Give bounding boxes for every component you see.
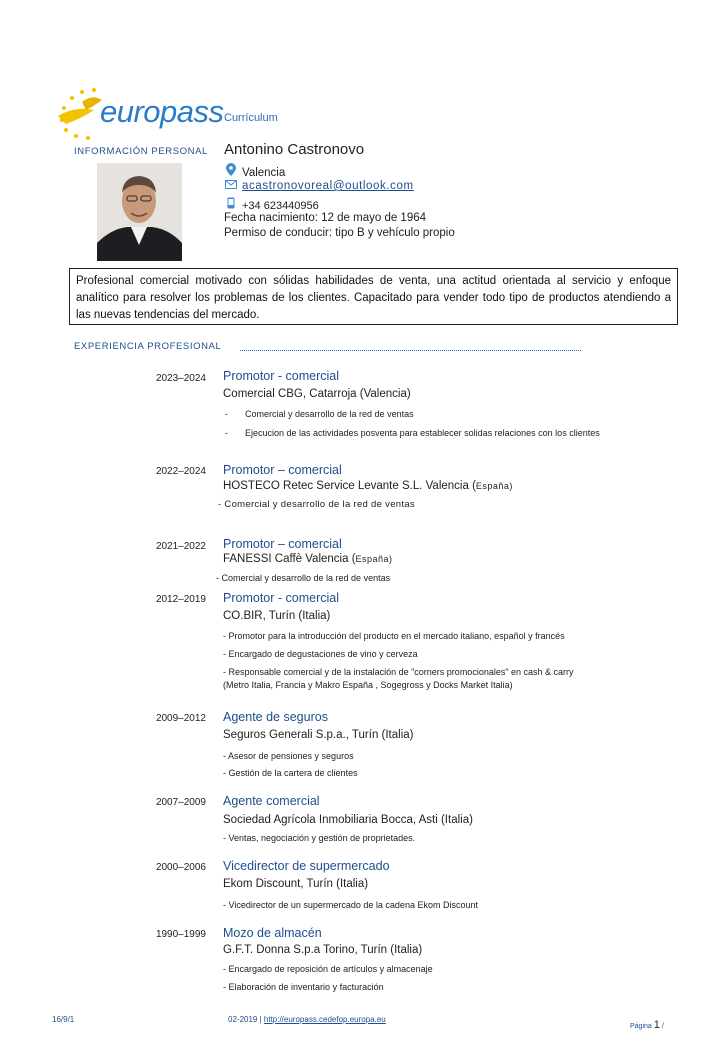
employer-country: España) [475,481,513,491]
europass-link[interactable]: http://europass.cedefop.europa.eu [263,1015,386,1024]
city-text: Valencia [242,167,286,179]
job-dates: 2009–2012 [155,713,206,724]
job-employer: Ekom Discount, Turín (Italia) [223,878,369,890]
list-bullet-marker: - [225,409,228,419]
section-label-experience: EXPERIENCIA PROFESIONAL [74,341,222,352]
europass-wordmark [100,94,224,130]
person-name: Antonino Castronovo [224,141,365,158]
phone-text: +34 623440956 [242,200,319,212]
footer-date: 16/9/1 [52,1015,75,1024]
job-title: Agente de seguros [223,710,328,724]
email-link[interactable]: acastronovoreal@outlook.com [242,180,414,192]
birth-date: Fecha nacimiento: 12 de mayo de 1964 [224,212,427,224]
employer-name: FANESSI Caffè Valencia ( [223,553,356,565]
logo-text: europass [100,94,224,129]
mail-icon [224,180,238,192]
job-dates: 2007–2009 [155,797,206,808]
job-title: Promotor – comercial [223,463,342,477]
profile-summary: Profesional comercial motivado con sólidas habilidades de venta, una actitud orientada al servicio y enfoque analítico para resolver los problemas de los clientes. Capacitado para vender todo tipo de productos atendiendo a las nuevas tendencias del mercado. [69,268,678,325]
job-employer: CO.BIR, Turín (Italia) [223,610,331,622]
job-employer: Comercial CBG, Catarroja (Valencia) [223,388,411,400]
job-bullet: - Gestión de la cartera de clientes [223,768,358,778]
list-bullet-marker: - [225,428,228,438]
job-title: Promotor – comercial [223,537,342,551]
employer-country: España) [355,554,393,564]
section-label-personal: INFORMACIÓN PERSONAL [74,146,208,157]
footer-center-prefix: 02-2019 | [228,1015,264,1024]
job-bullet: - Comercial y desarrollo de la red de ventas [218,499,415,510]
job-bullet: Ejecucion de las actividades posventa para establecer solidas relaciones con los clientes [245,428,600,438]
job-employer: Seguros Generali S.p.a., Turín (Italia) [223,729,414,741]
footer-center [228,1015,386,1024]
job-dates: 2021–2022 [155,541,206,552]
job-dates: 1990–1999 [155,929,206,940]
job-title: Agente comercial [223,794,320,808]
job-bullet: - Asesor de pensiones y seguros [223,751,354,761]
job-employer [223,480,513,492]
contact-phone [224,197,319,212]
page-number: 1 [653,1019,660,1031]
job-title: Promotor - comercial [223,369,339,383]
mobile-phone-icon [224,197,238,212]
job-bullet: - Vicedirector de un supermercado de la cadena Ekom Discount [223,900,478,910]
job-bullet: - Promotor para la introducción del producto en el mercado italiano, español y francés [223,631,565,641]
job-dates: 2023–2024 [155,373,206,384]
document-title: Currículum [224,112,278,124]
job-bullet: - Elaboración de inventario y facturación [223,982,384,992]
job-employer: Sociedad Agrícola Inmobiliaria Bocca, Asti (Italia) [223,814,473,826]
contact-city [224,163,285,179]
job-bullet: - Encargado de reposición de artículos y almacenaje [223,964,433,974]
job-bullet: (Metro Italia, Francia y Makro España , Sogegross y Docks Market Italia) [223,680,513,690]
job-dates: 2000–2006 [155,862,206,873]
job-dates: 2022–2024 [155,466,206,477]
job-title: Vicedirector de supermercado [223,859,390,873]
job-bullet: - Responsable comercial y de la instalación de "corners promocionales" en cash & carry [223,667,574,677]
job-dates: 2012–2019 [155,594,206,605]
job-title: Mozo de almacén [223,926,322,940]
section-divider [240,350,581,351]
job-bullet: Comercial y desarrollo de la red de ventas [245,409,414,419]
employer-name: HOSTECO Retec Service Levante S.L. Valencia ( [223,480,476,492]
location-pin-icon [224,163,238,179]
page-label: Página [630,1023,652,1030]
page-separator: / [661,1023,664,1030]
job-employer [223,553,393,565]
footer-page [630,1019,664,1031]
job-employer: G.F.T. Donna S.p.a Torino, Turín (Italia) [223,944,423,956]
job-bullet: - Encargado de degustaciones de vino y cerveza [223,649,418,659]
job-title: Promotor - comercial [223,591,339,605]
profile-photo [97,163,182,261]
driving-license: Permiso de conducir: tipo B y vehículo propio [224,227,455,239]
contact-email [224,180,414,192]
job-bullet: - Ventas, negociación y gestión de proprietades. [223,833,416,843]
job-bullet: - Comercial y desarrollo de la red de ventas [216,573,391,583]
